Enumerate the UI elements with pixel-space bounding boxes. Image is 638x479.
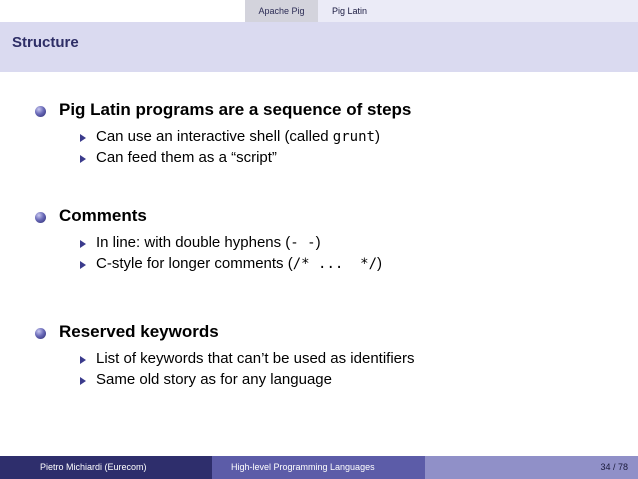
sub-item-text: In line: with double hyphens ( [96,234,291,251]
item-heading: Pig Latin programs are a sequence of steps [59,100,412,119]
nav-section-pig-latin[interactable]: Pig Latin [318,0,638,22]
sub-item-text-end: ) [315,234,321,251]
nav-section-apache-pig[interactable]: Apache Pig [245,0,318,22]
sub-item-text: Can feed them as a “script” [96,149,277,166]
triangle-bullet-icon [80,155,86,163]
navigation-bar [0,0,638,22]
sub-item-text: C-style for longer comments ( [96,255,293,272]
triangle-bullet-icon [80,134,86,142]
frame-title: Structure [12,34,79,51]
sub-item-text-end: ) [377,255,383,272]
sphere-bullet-icon [35,212,46,223]
sphere-bullet-icon [35,328,46,339]
sphere-bullet-icon [35,106,46,117]
sub-item-text: Can use an interactive shell (called [96,128,333,145]
triangle-bullet-icon [80,240,86,248]
footer-bar [0,456,638,479]
triangle-bullet-icon [80,261,86,269]
footer-author: Pietro Michiardi (Eurecom) [0,456,212,479]
footer-page-number: 34 / 78 [425,456,638,479]
triangle-bullet-icon [80,356,86,364]
sub-item-text-end: ) [374,128,380,145]
sub-item-code: - - [290,235,316,251]
sub-item-text: List of keywords that can’t be used as identifiers [96,350,415,367]
sub-item-text: Same old story as for any language [96,371,332,388]
item-heading: Reserved keywords [59,322,219,341]
triangle-bullet-icon [80,377,86,385]
item-heading: Comments [59,206,147,225]
frame-title-bar [0,22,638,72]
sub-item-code: /* ... */ [292,256,378,272]
sub-item-code: grunt [332,129,375,145]
footer-course-title: High-level Programming Languages [212,456,425,479]
